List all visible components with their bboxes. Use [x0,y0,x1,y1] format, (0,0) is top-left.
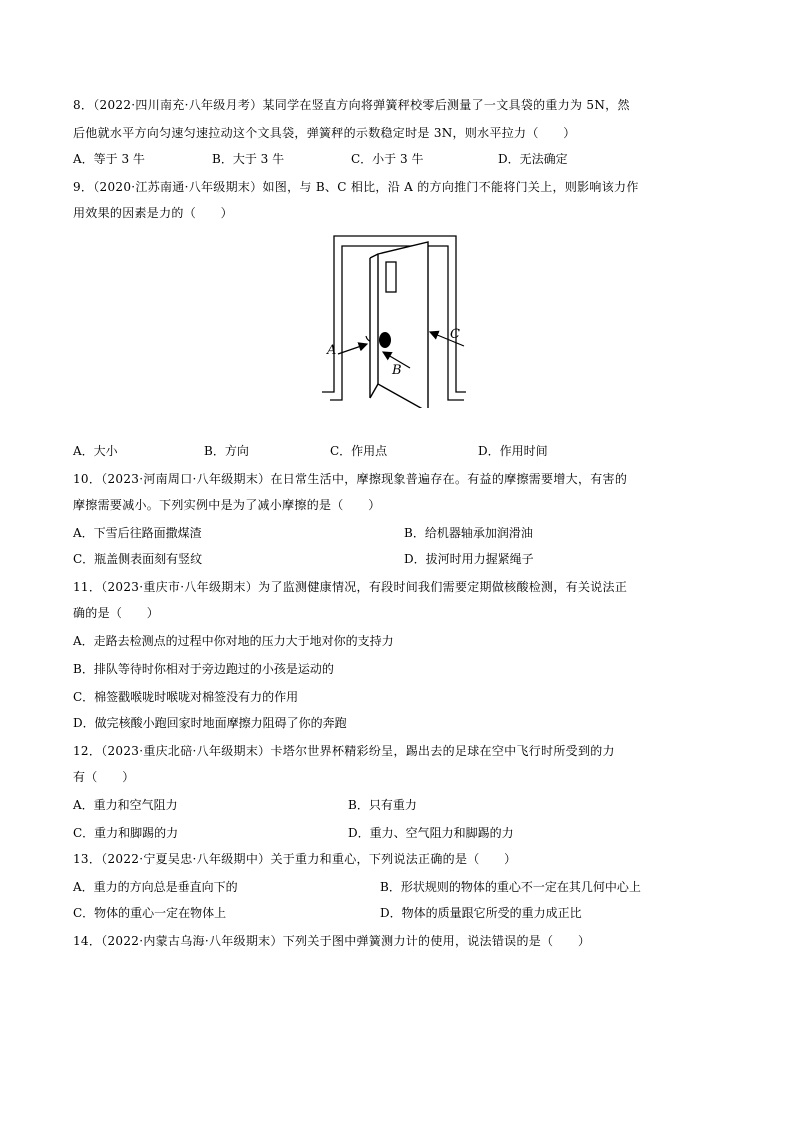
q12-option-d: D．重力、空气阻力和脚踢的力 [348,826,514,840]
q13-option-d: D．物体的质量跟它所受的重力成正比 [380,906,582,920]
q9-stem-line2: 用效果的因素是力的（ ） [73,206,233,220]
label-c: C [450,327,460,342]
q11-stem-line1: 11．（2023·重庆市·八年级期末）为了监测健康情况，有段时间我们需要定期做核酸检测，有关说法正 [73,580,628,594]
label-a: A [327,343,337,358]
q11-option-c: C．棉签戳喉咙时喉咙对棉签没有力的作用 [73,690,299,704]
q9-option-a: A．大小 [73,444,118,458]
door-diagram [322,228,472,408]
q12-option-c: C．重力和脚踢的力 [73,826,179,840]
q10-option-c: C．瓶盖侧表面刻有竖纹 [73,552,203,566]
q12-option-b: B．只有重力 [348,798,417,812]
q8-stem-line2: 后他就水平方向匀速匀速拉动这个文具袋，弹簧秤的示数稳定时是 3N，则水平拉力（ ） [73,126,576,140]
q9-option-c: C．作用点 [330,444,388,458]
q11-option-d: D．做完核酸小跑回家时地面摩擦力阻碍了你的奔跑 [73,716,347,730]
q8-option-a: A．等于 3 牛 [73,152,145,166]
q10-option-b: B．给机器轴承加润滑油 [404,526,533,540]
q9-stem-line1: 9．（2020·江苏南通·八年级期末）如图，与 B、C 相比，沿 A 的方向推门不能将门关上，则影响该力作 [73,180,639,194]
q10-stem-line2: 摩擦需要减小。下列实例中是为了减小摩擦的是（ ） [73,498,381,512]
q10-option-a: A．下雪后往路面撒煤渣 [73,526,202,540]
q13-option-b: B．形状规则的物体的重心不一定在其几何中心上 [380,880,641,894]
q11-option-b: B．排队等待时你相对于旁边跑过的小孩是运动的 [73,662,334,676]
q8-option-d: D．无法确定 [498,152,568,166]
q8-option-c: C．小于 3 牛 [351,152,424,166]
q9-option-d: D．作用时间 [478,444,548,458]
q13-stem-line1: 13．（2022·宁夏吴忠·八年级期中）关于重力和重心，下列说法正确的是（ ） [73,852,517,866]
q12-stem-line2: 有（ ） [73,770,135,784]
q10-stem-line1: 10．（2023·河南周口·八年级期末）在日常生活中，摩擦现象普遍存在。有益的摩擦需要增大，有害的 [73,472,628,486]
q8-stem-line1: 8．（2022·四川南充·八年级月考）某同学在竖直方向将弹簧秤校零后测量了一文具袋的重力为 5N，然 [73,98,630,112]
q12-stem-line1: 12．（2023·重庆北碚·八年级期末）卡塔尔世界杯精彩纷呈，踢出去的足球在空中飞行时所受到的力 [73,744,615,758]
q11-stem-line2: 确的是（ ） [73,606,160,620]
q13-option-c: C．物体的重心一定在物体上 [73,906,227,920]
label-b: B [392,363,402,378]
q9-option-b: B．方向 [204,444,249,458]
q8-option-b: B．大于 3 牛 [212,152,285,166]
q10-option-d: D．拔河时用力握紧绳子 [404,552,534,566]
q11-option-a: A．走路去检测点的过程中你对地的压力大于地对你的支持力 [73,634,394,648]
q13-option-a: A．重力的方向总是垂直向下的 [73,880,238,894]
q12-option-a: A．重力和空气阻力 [73,798,178,812]
q14-stem-line1: 14．（2022·内蒙古乌海·八年级期末）下列关于图中弹簧测力计的使用，说法错误的是（ ） [73,934,591,948]
door-knob [379,332,391,348]
